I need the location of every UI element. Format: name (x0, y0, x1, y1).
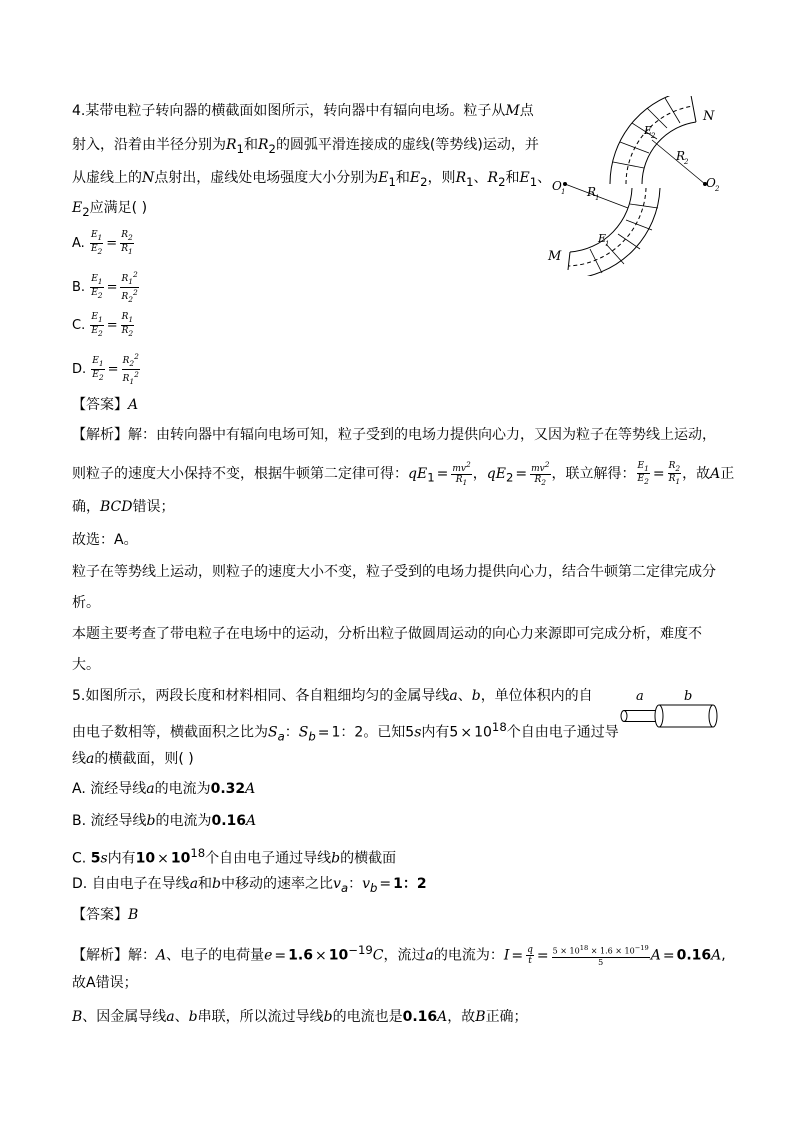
wire-a-end (621, 711, 627, 722)
q4-analysis-line-2: 则粒子的速度大小保持不变，根据牛顿第二定律可得：$qE_1$ = $\frac{mv^2}{R_1}$ ，$qE_2$ = $\frac{mv^2}{R_2}$ ，联立解得： $\frac{E_1}{E_2}$ = $\frac{R_2}{R_1}$ ，故A正 (72, 460, 735, 487)
q4-option-d: D. $\frac{E_1}{E_2}$ = $\frac{R_2^2}{R_1^2}$ (72, 352, 139, 386)
label-b: b (684, 689, 693, 704)
q5-analysis-line-2: 故A错误； (72, 975, 138, 991)
wire-b-left-end (655, 705, 663, 727)
q5-option-d: D. 自由电子在导线a和b中移动的速率之比$v_a$：$v_b = 1$：2 (72, 876, 427, 895)
q4-option-a: A. $\frac{E_1}{E_2}$ = $\frac{R_2}{R_1}$ (72, 230, 133, 256)
svg-text:2: 2 (651, 132, 656, 140)
label-o2: O (706, 176, 716, 190)
q5-analysis-line-3: B、因金属导线a、b串联，所以流过导线b的电流也是0.16A，故B正确； (72, 1009, 528, 1025)
q5-wire-figure (615, 686, 725, 736)
label-m: M (548, 249, 562, 264)
label-e2: E (644, 124, 653, 137)
label-r2: R (676, 149, 686, 163)
q4-analysis-line-3: 确，BCD错误； (72, 499, 175, 515)
label-n: N (703, 109, 715, 124)
lower-arc-dashed (569, 188, 646, 266)
center-o1 (563, 182, 567, 186)
q5-stem-line-1: 5.如图所示，两段长度和材料相同、各自粗细均匀的金属导线a、b，单位体积内的自 (72, 688, 593, 704)
q4-option-b: B. $\frac{E_1}{E_2}$ = $\frac{R_1^2}{R_2^2}$ (72, 270, 138, 304)
q4-stem-line-3: 从虚线上的N点射出，虚线处电场强度大小分别为$E_1$和$E_2$，则$R_1$、$R_2$和$E_1$、 (72, 170, 552, 189)
q4-choose: 故选：A。 (72, 532, 138, 548)
label-r1: R (587, 185, 597, 199)
label-a: a (636, 689, 644, 704)
q4-comment-line-1: 本题主要考查了带电粒子在电场中的运动，分析出粒子做圆周运动的向心力来源即可完成分析，难度不 (72, 626, 702, 642)
q5-option-a: A. 流经导线a的电流为0.32A (72, 781, 256, 797)
svg-text:1: 1 (561, 188, 566, 196)
q5-option-b: B. 流经导线b的电流为0.16A (72, 813, 257, 829)
radial-ticks (590, 98, 680, 273)
lower-arc-inner (568, 188, 660, 276)
svg-text:1: 1 (595, 194, 600, 202)
q5-analysis-line-1: 【解析】解：A、电子的电荷量$e = 1.6 \times 10^{-19}C$，流过a的电流为：I = $\frac{q}{t}$ = $\frac{5 \times 10^{18} \times 1.6 \times 10^{-19}}{5}$ A = 0.16A, (72, 943, 726, 967)
svg-text:2: 2 (715, 185, 720, 193)
label-e1: E (598, 232, 607, 245)
label-o1: O (552, 179, 562, 193)
q4-answer: 【答案】A (72, 397, 139, 413)
wire-b-right-end (709, 705, 717, 727)
q5-stem-line-3: 线a的横截面，则( ) (72, 751, 194, 767)
q5-answer: 【答案】B (72, 907, 139, 923)
q4-stem-line-2: 射入，沿着由半径分别为$R_1$和$R_2$的圆弧平滑连接成的虚线(等势线)运动，并 (72, 137, 539, 156)
q4-deflector-figure (540, 96, 730, 276)
q5-option-c: C. 5s内有$10 \times 10^{18}$个自由电子通过导线b的横截面 (72, 846, 397, 867)
q4-summary-line-2: 析。 (72, 595, 100, 611)
upper-arc-outer (610, 96, 690, 184)
svg-text:2: 2 (684, 158, 689, 166)
upper-arc-dashed (626, 106, 693, 184)
q4-summary-line-1: 粒子在等势线上运动，则粒子的速度大小不变，粒子受到的电场力提供向心力，结合牛顿第二定律完成分 (72, 564, 716, 580)
q4-stem-line-1: 4.某带电粒子转向器的横截面如图所示，转向器中有辐向电场。粒子从M点 (72, 103, 534, 119)
q4-comment-line-2: 大。 (72, 657, 100, 673)
svg-text:1: 1 (605, 240, 610, 248)
q4-stem-line-4: $E_2$应满足( ) (72, 200, 148, 219)
q5-stem-line-2: 由电子数相等，横截面积之比为$S_a$：$S_b = 1$：2。已知5s内有$5 \times 10^{18}$个自由电子通过导 (72, 720, 619, 744)
q4-option-c: C. $\frac{E_1}{E_2}$ = $\frac{R_1}{R_2}$ (72, 312, 134, 338)
q4-analysis-line-1: 【解析】解：由转向器中有辐向电场可知，粒子受到的电场力提供向心力，又因为粒子在等势线上运动， (72, 427, 716, 443)
